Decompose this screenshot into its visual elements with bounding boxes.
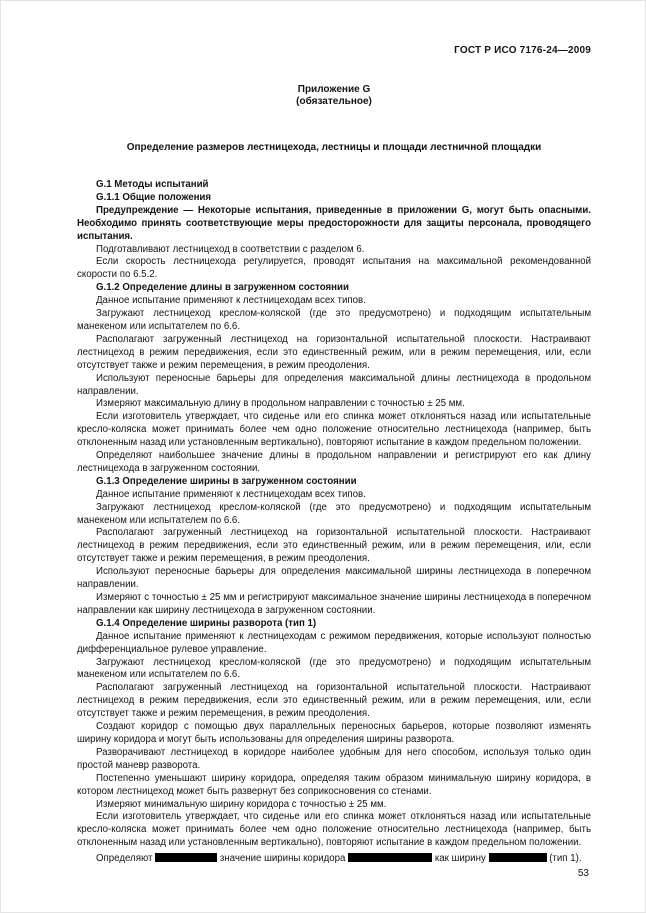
paragraph: Используют переносные барьеры для определения максимальной длины лестницехода в продольном направлении. xyxy=(77,372,591,397)
paragraph: Загружают лестницеход креслом-коляской (где это предусмотрено) и подходящим испытательным манекеном или испытателем по 6.6. xyxy=(77,501,591,526)
redacted-line-text: (тип 1). xyxy=(549,853,582,865)
page-number: 53 xyxy=(577,868,589,879)
paragraph: Если изготовитель утверждает, что сиденье или его спинка может отклоняться назад или испытательные кресло-коляска может принимать более чем одно положение относительно лестницехода (например, быть отклоненным назад или установленным вертикально), повторяют испытание в каждом предельном положении. xyxy=(77,411,591,449)
redacted-line xyxy=(77,853,591,866)
paragraph: Данное испытание применяют к лестницеходам всех типов. xyxy=(96,488,366,500)
paragraph: Определяют наибольшее значение длины в продольном направлении и регистрируют его как длину лестницехода в загруженном состоянии. xyxy=(77,450,591,474)
section-heading: G.1.3 Определение ширины в загруженном состоянии xyxy=(96,475,357,487)
paragraph: Разворачивают лестницеход в коридоре наиболее удобным для него способом, используя только один простой маневр разворота. xyxy=(77,746,591,771)
paragraph: Используют переносные барьеры для определения максимальной ширины лестницехода в поперечном направлении. xyxy=(77,566,591,591)
paragraph: Измеряют минимальную ширину коридора с точностью ± 25 мм. xyxy=(96,798,387,810)
section-heading: G.1.1 Общие положения xyxy=(96,191,212,203)
paragraph: Создают коридор с помощью двух параллельных переносных барьеров, которые позволяют изменять ширину коридора и могут быть использованы для определения ширины разворота. xyxy=(77,721,591,745)
document-body xyxy=(77,179,591,850)
paragraph: Предупреждение — Некоторые испытания, приведенные в приложении G, могут быть опасными. Необходимо принять соответствующие меры предосторожности для защиты персонала, проводящего испытания. xyxy=(77,204,591,242)
redaction-bar xyxy=(348,853,432,862)
paragraph: Располагают загруженный лестницеход на горизонтальной испытательной плоскости. Настраивают лестницеход в режим передвижения, если это единственный режим, или в режим перемещения, или, если отсутствует также и режим перемещения, в режим преодоления. xyxy=(77,527,591,565)
document-title: Определение размеров лестницехода, лестницы и площади лестничной площадки xyxy=(126,142,542,153)
redacted-line-text: как ширину xyxy=(434,853,486,865)
section-heading: G.1.4 Определение ширины разворота (тип 1) xyxy=(96,617,317,629)
section-heading: G.1 Методы испытаний xyxy=(96,179,209,190)
document-header xyxy=(77,45,591,56)
redacted-line-text: значение ширины коридора xyxy=(219,853,346,865)
paragraph: Данное испытание применяют к лестницеходам всех типов. xyxy=(96,295,366,307)
paragraph: Загружают лестницеход креслом-коляской (где это предусмотрено) и подходящим испытательным манекеном или испытателем по 6.6. xyxy=(77,308,591,332)
section-heading: G.1.2 Определение длины в загруженном состоянии xyxy=(96,282,349,294)
paragraph: Данное испытание применяют к лестницеходам с режимом передвижения, которые используют полностью дифференциальное рулевое управление. xyxy=(77,630,591,655)
annex-label: Приложение G xyxy=(297,84,371,95)
paragraph: Измеряют максимальную длину в продольном направлении с точностью ± 25 мм. xyxy=(96,398,465,410)
paragraph: Подготавливают лестницеход в соответствии с разделом 6. xyxy=(96,243,365,255)
annex-sublabel: (обязательное) xyxy=(296,96,372,107)
paragraph: Если изготовитель утверждает, что сиденье или его спинка может отклоняться назад или испытательные кресло-коляска может принимать более чем одно положение относительно лестницехода (например, быть отклоненным назад или установленным вертикально), повторяют испытание в каждом предельном положении. xyxy=(77,811,591,849)
redaction-bar xyxy=(489,853,547,862)
paragraph: Загружают лестницеход креслом-коляской (где это предусмотрено) и подходящим испытательным манекеном или испытателем по 6.6. xyxy=(77,656,591,681)
document-number: ГОСТ Р ИСО 7176-24—2009 xyxy=(454,45,591,56)
paragraph: Располагают загруженный лестницеход на горизонтальной испытательной плоскости. Настраивают лестницеход в режим передвижения, если это единственный режим, или в режим перемещения, или, если отсутствует также и режим перемещения, в режим преодоления. xyxy=(77,333,591,371)
paragraph: Располагают загруженный лестницеход на горизонтальной испытательной плоскости. Настраивают лестницеход в режим передвижения, если это единственный режим, или в режим перемещения, или, если отсутствует также и режим перемещения, в режим преодоления. xyxy=(77,682,591,720)
paragraph: Измеряют с точностью ± 25 мм и регистрируют максимальное значение ширины лестницехода в поперечном направлении как ширину лестницехода в загруженном состоянии. xyxy=(77,592,591,616)
redaction-bar xyxy=(155,853,217,862)
paragraph: Если скорость лестницехода регулируется, проводят испытания на максимальной рекомендованной скорости по 6.5.2. xyxy=(77,256,591,281)
redacted-line-text: Определяют xyxy=(96,853,153,865)
page-content xyxy=(77,45,591,866)
paragraph: Постепенно уменьшают ширину коридора, определяя таким образом минимальную ширину коридора, в котором лестницеход может быть развернут без соприкосновения со стенами. xyxy=(77,772,591,797)
